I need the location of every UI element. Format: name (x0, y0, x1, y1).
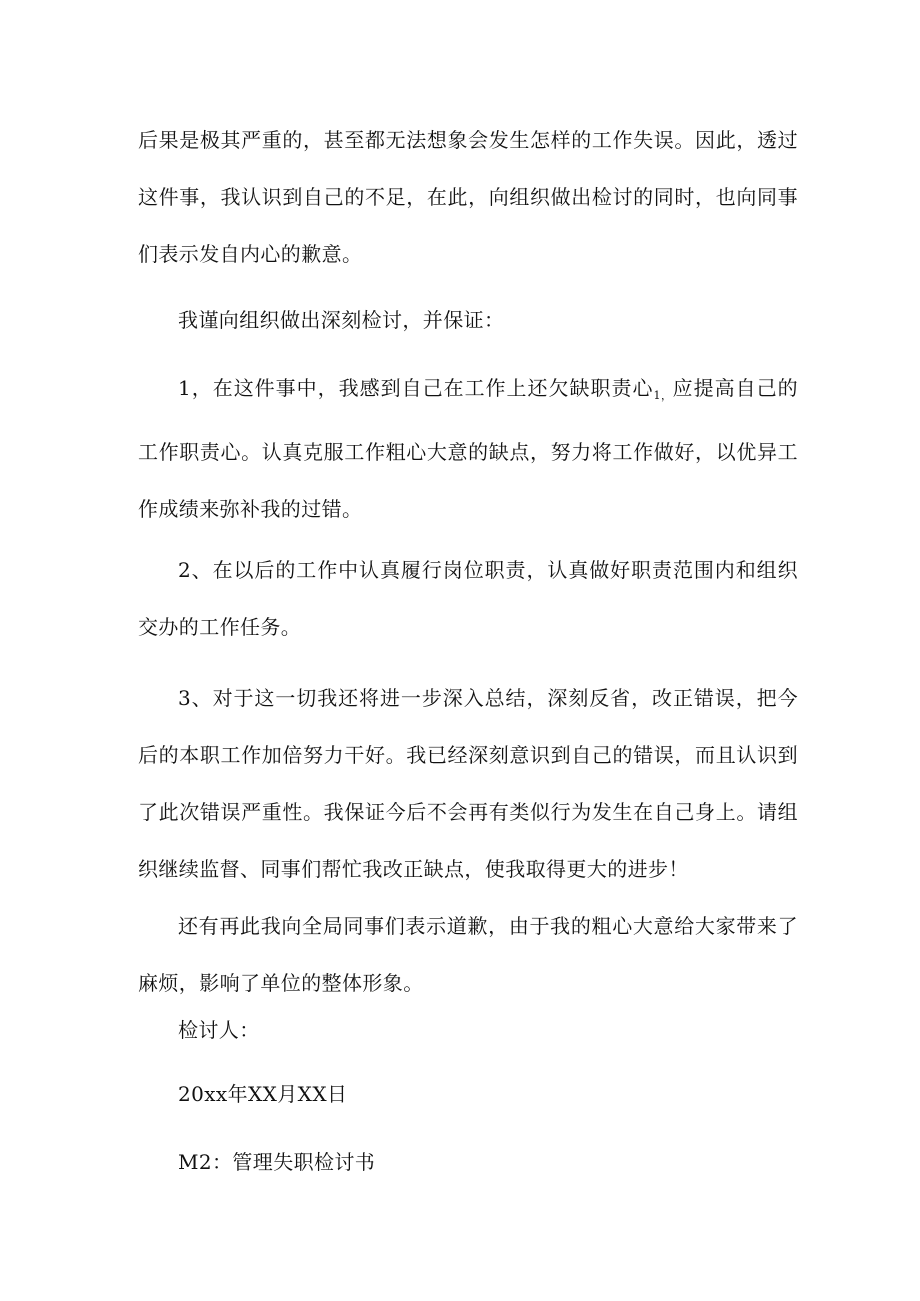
document-date: 20xx年XX月XX日 (178, 1082, 348, 1106)
signature-label: 检讨人： (178, 1018, 260, 1042)
item-1-subscript-mark: 1， (653, 389, 673, 402)
item-1-text-after: 应提高自己的工作职责心。认真克服工作粗心大意的缺点，努力将工作做好，以优异工作成绩来弥补我的过错。 (138, 376, 798, 521)
next-section-heading: M2：管理失职检讨书 (178, 1150, 376, 1174)
paragraph-item-2: 2、在以后的工作中认真履行岗位职责，认真做好职责范围内和组织交办的工作任务。 (138, 558, 798, 639)
item-1-text-before: 1，在这件事中，我感到自己在工作上还欠缺职责心 (178, 376, 654, 400)
paragraph-item-1 (138, 360, 798, 538)
paragraph-apology: 还有再此我向全局同事们表示道歉，由于我的粗心大意给大家带来了麻烦，影响了单位的整体形象。 (138, 914, 798, 995)
paragraph-consequence: 后果是极其严重的，甚至都无法想象会发生怎样的工作失误。因此，透过这件事，我认识到自己的不足，在此，向组织做出检讨的同时，也向同事们表示发自内心的歉意。 (138, 128, 798, 266)
paragraph-item-3: 3、对于这一切我还将进一步深入总结，深刻反省，改正错误，把今后的本职工作加倍努力干好。我已经深刻意识到自己的错误，而且认识到了此次错误严重性。我保证今后不会再有类似行为发生在自己身上。请组织继续监督、同事们帮忙我改正缺点，使我取得更大的进步！ (138, 686, 798, 881)
paragraph-pledge-intro: 我谨向组织做出深刻检讨，并保证： (178, 308, 505, 332)
